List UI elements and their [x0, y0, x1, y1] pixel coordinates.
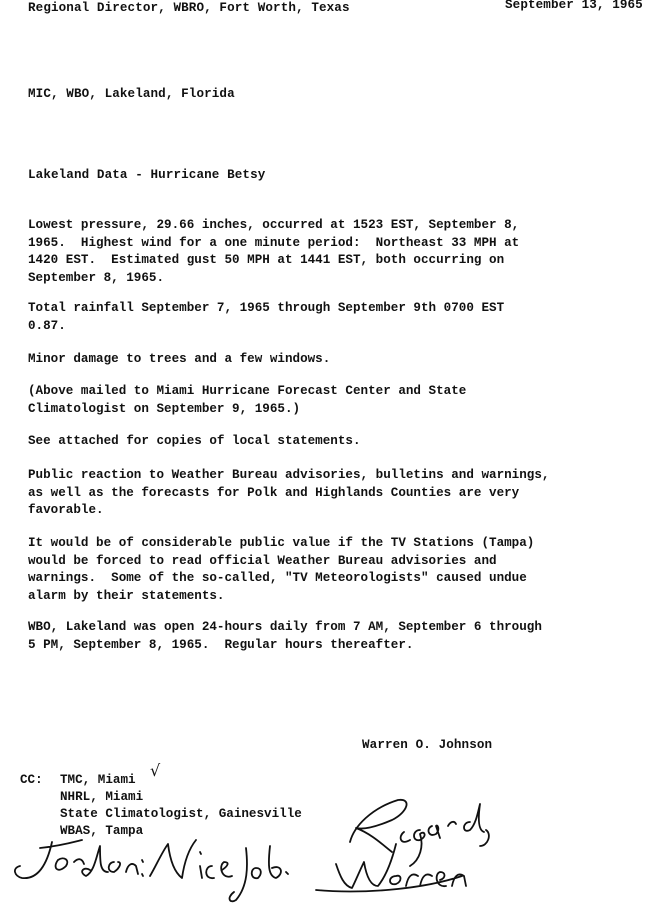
handwriting-regards [350, 800, 489, 866]
sender-line: MIC, WBO, Lakeland, Florida [28, 87, 235, 101]
text-line: (Above mailed to Miami Hurricane Forecast Center and State [28, 384, 467, 398]
recipient-line: Regional Director, WBRO, Fort Worth, Texas [28, 1, 350, 15]
text-line: warnings. Some of the so-called, "TV Meteorologists" caused undue [28, 571, 527, 585]
handwriting-jordan [15, 840, 143, 878]
handwriting-nice-job [150, 840, 288, 901]
text-line: Minor damage to trees and a few windows. [28, 352, 331, 366]
cc-recipient: TMC, Miami [60, 773, 136, 787]
text-line: Public reaction to Weather Bureau advisories, bulletins and warnings, [28, 468, 550, 482]
text-line: WBO, Lakeland was open 24-hours daily from 7 AM, September 6 through [28, 620, 542, 634]
text-line: 1965. Highest wind for a one minute period: Northeast 33 MPH at [28, 235, 520, 250]
letter-date: September 13, 1965 [505, 0, 643, 12]
text-line: would be forced to read official Weather Bureau advisories and [28, 553, 497, 568]
cc-recipient: State Climatologist, Gainesville [60, 807, 302, 821]
signature-name: Warren O. Johnson [362, 738, 493, 752]
text-line: as well as the forecasts for Polk and Highlands Counties are very [28, 485, 520, 500]
cc-recipient: WBAS, Tampa [60, 824, 144, 838]
text-line: Lowest pressure, 29.66 inches, occurred at 1523 EST, September 8, [28, 218, 520, 232]
text-line: alarm by their statements. [28, 588, 225, 603]
text-line: favorable. [28, 503, 104, 517]
text-line: 1420 EST. Estimated gust 50 MPH at 1441 EST, both occurring on [28, 253, 505, 267]
text-line: Climatologist on September 9, 1965.) [28, 401, 301, 416]
text-line: 5 PM, September 8, 1965. Regular hours thereafter. [28, 637, 414, 652]
subject-line: Lakeland Data - Hurricane Betsy [28, 168, 266, 182]
text-line: It would be of considerable public value if the TV Stations (Tampa) [28, 536, 535, 550]
text-line: Total rainfall September 7, 1965 through September 9th 0700 EST [28, 301, 505, 315]
check-mark-icon: √ [150, 761, 161, 780]
cc-recipient: NHRL, Miami [60, 790, 144, 804]
cc-label: CC: [20, 773, 43, 787]
text-line: See attached for copies of local statements. [28, 434, 361, 448]
text-line: 0.87. [28, 318, 66, 333]
text-line: September 8, 1965. [28, 270, 165, 285]
